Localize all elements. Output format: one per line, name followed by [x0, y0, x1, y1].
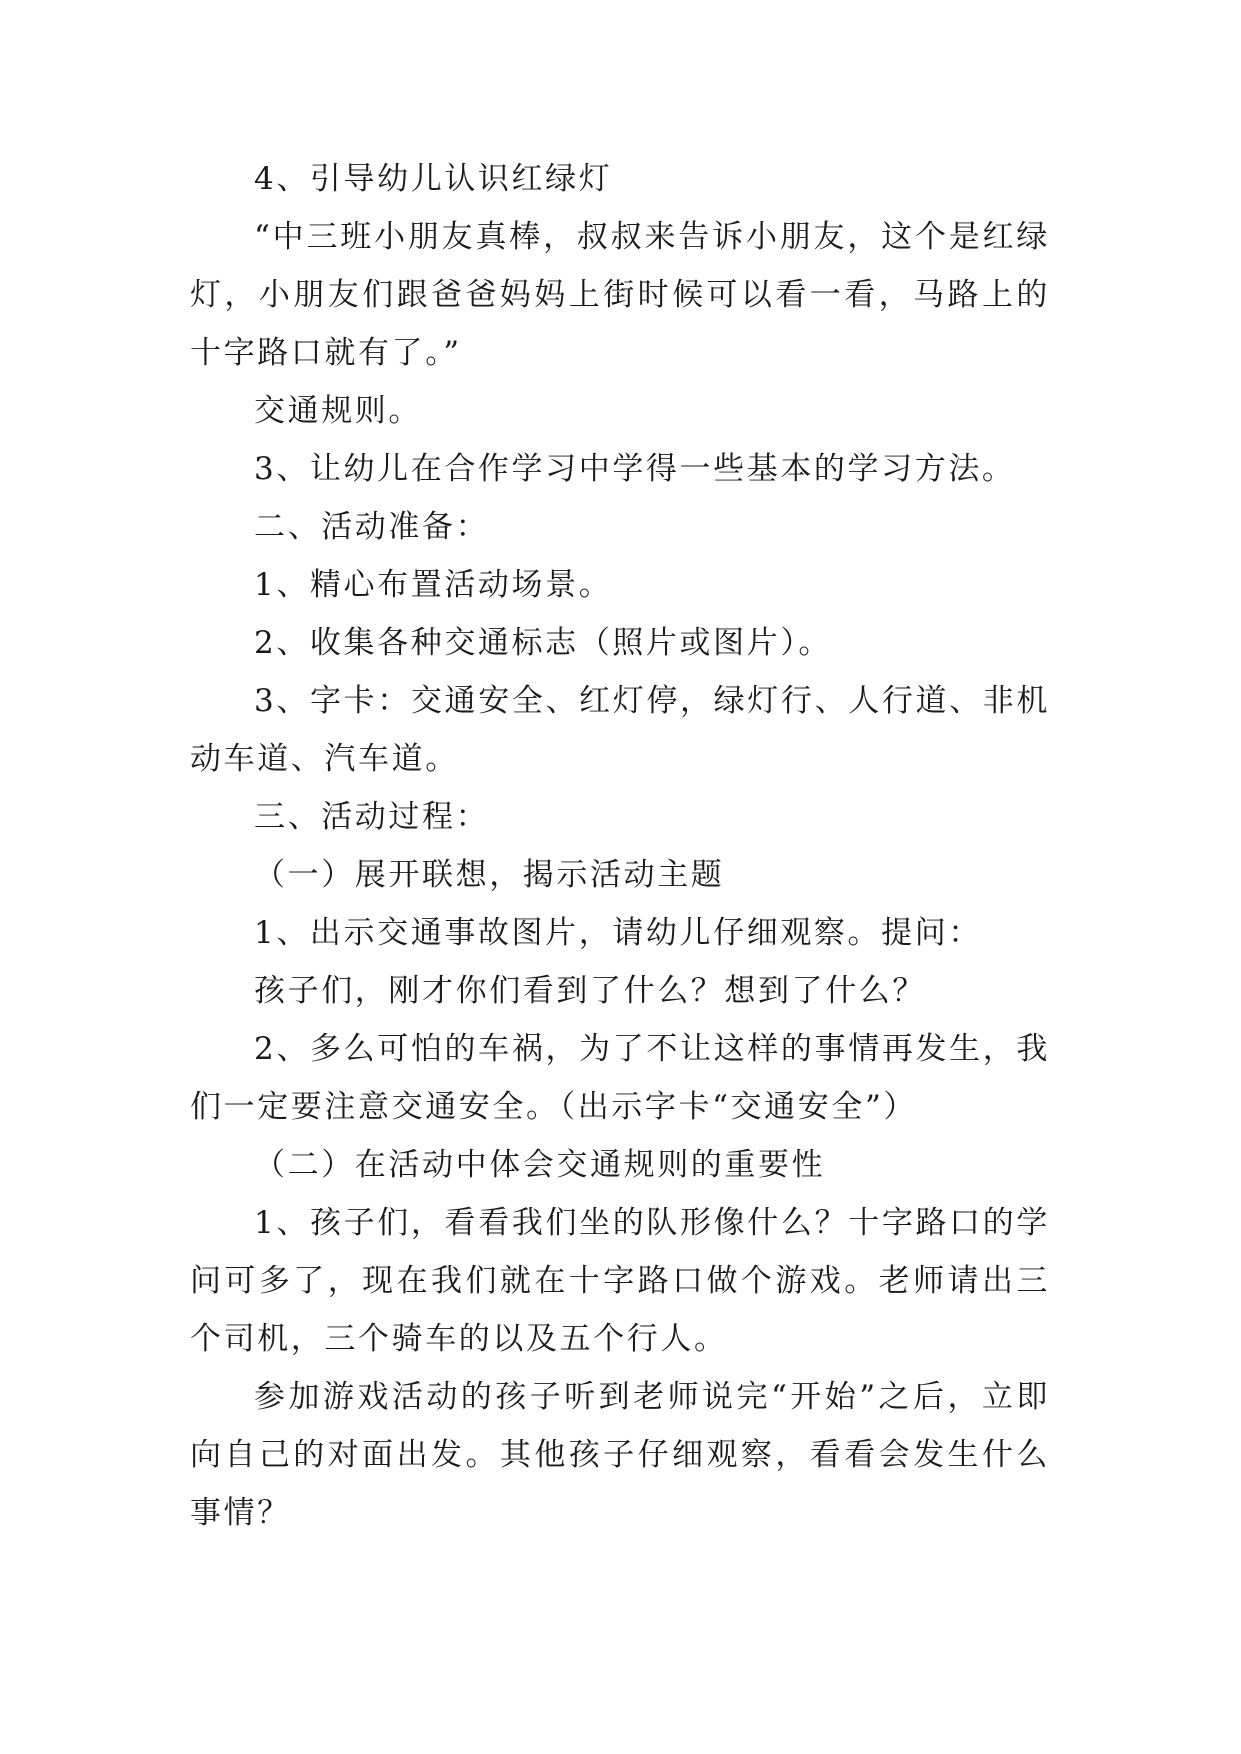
paragraph-step-2: 2、多么可怕的车祸，为了不让这样的事情再发生，我们一定要注意交通安全。（出示字卡“交通安全”）: [190, 1031, 1050, 1125]
paragraph-step-1: 1、出示交通事故图片，请幼儿仔细观察。提问：: [254, 915, 982, 951]
paragraph-prep-2: 2、收集各种交通标志（照片或图片）。: [254, 625, 833, 661]
paragraph-uncle-quote: “中三班小朋友真棒，叔叔来告诉小朋友，这个是红绿灯，小朋友们跟爸爸妈妈上街时候可以看一看，马路上的十字路口就有了。”: [190, 219, 1050, 371]
paragraph-game-setup: 1、孩子们，看看我们坐的队形像什么？十字路口的学问可多了，现在我们就在十字路口做个游戏。老师请出三个司机，三个骑车的以及五个行人。: [190, 1205, 1050, 1357]
document-body: [190, 150, 1050, 1542]
paragraph-goal-3: 3、让幼儿在合作学习中学得一些基本的学习方法。: [254, 451, 1016, 487]
subheading-part-1: （一）展开联想，揭示活动主题: [254, 857, 725, 893]
paragraph-traffic-rules: 交通规则。: [254, 393, 422, 429]
section-heading-preparation: 二、活动准备：: [254, 509, 490, 545]
paragraph-question: 孩子们，刚才你们看到了什么？想到了什么？: [254, 973, 926, 1009]
paragraph-prep-1: 1、精心布置活动场景。: [254, 567, 613, 603]
paragraph-prep-3: 3、字卡：交通安全、红灯停，绿灯行、人行道、非机动车道、汽车道。: [190, 683, 1050, 777]
paragraph-traffic-light-heading: 4、引导幼儿认识红绿灯: [254, 161, 613, 197]
paragraph-game-start: 参加游戏活动的孩子听到老师说完“开始”之后，立即向自己的对面出发。其他孩子仔细观察，看看会发生什么事情？: [190, 1379, 1050, 1531]
section-heading-process: 三、活动过程：: [254, 799, 490, 835]
subheading-part-2: （二）在活动中体会交通规则的重要性: [254, 1147, 826, 1183]
